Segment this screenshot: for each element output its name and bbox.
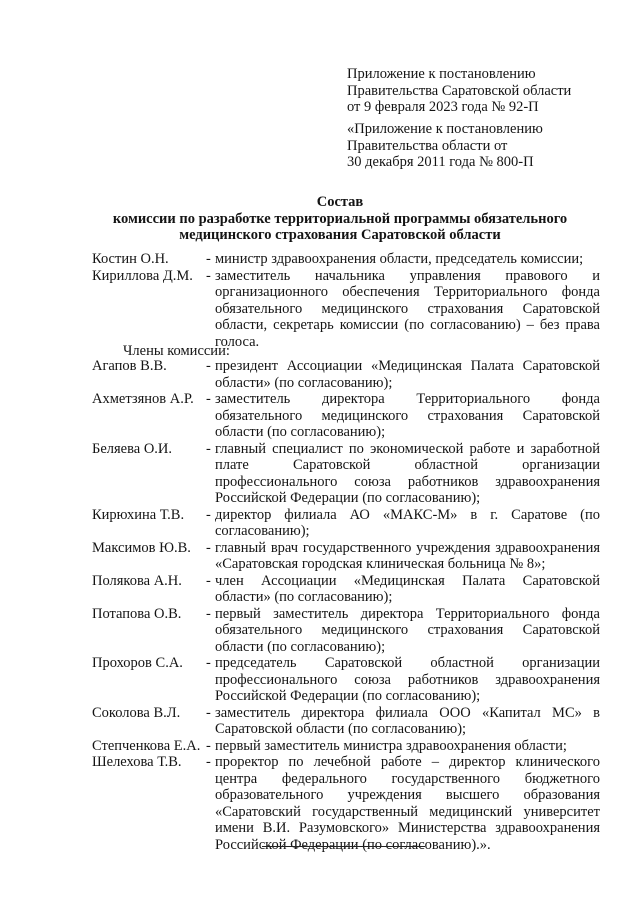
leadership-row: Костин О.Н. - министр здравоохранения области, председатель комиссии;: [92, 251, 600, 268]
title-line: Состав: [316, 194, 364, 210]
member-name: Степченкова Е.А.: [92, 737, 201, 754]
member-name: Беляева О.И.: [92, 440, 173, 457]
member-row: Соколова В.Л. - заместитель директора филиала ООО «Капитал МС» в Саратовской области (по согласованию);: [92, 704, 600, 737]
appendix-header-line: Приложение к постановлению: [347, 66, 536, 82]
member-role: главный специалист по экономической работе и заработной плате Саратовской областной организации профессионального союза работников здравоохранения Российской Федерации (по согласованию);: [215, 440, 600, 506]
member-name: Прохоров С.А.: [92, 655, 183, 671]
leadership-row: Кириллова Д.М. - заместитель начальника управления правового и организационного обеспечения Территориального фонда обязательного медицинского страхования Саратовской области, секретарь комиссии (по согласованию) – без права голоса.: [92, 267, 600, 350]
member-role: председатель Саратовской областной организации профессионального союза работников здравоохранения Российской Федерации (по согласованию);: [215, 655, 600, 704]
member-role: заместитель директора филиала ООО «Капитал МС» в Саратовской области (по согласованию);: [215, 704, 600, 737]
member-role: президент Ассоциации «Медицинская Палата Саратовской области» (по согласованию);: [215, 358, 600, 391]
member-name: Максимов Ю.В.: [92, 539, 191, 556]
member-row: Кирюхина Т.В. - директор филиала АО «МАКС-М» в г. Саратове (по согласованию);: [92, 506, 600, 539]
member-row: Шелехова Т.В. - проректор по лечебной работе – директор клинического центра федерального государственного бюджетного образовательного учреждения высшего образования «Саратовский государственный медицинский университет имени В.И. Разумовского» Министерства здравоохранения Российской Федерации (по согласованию).».: [92, 754, 600, 853]
member-row: Полякова А.Н. - член Ассоциации «Медицинская Палата Саратовской области» (по согласованию);: [92, 572, 600, 605]
member-row: Максимов Ю.В. - главный врач государственного учреждения здравоохранения «Саратовская городская клиническая больница № 8»;: [92, 539, 600, 572]
member-role: первый заместитель министра здравоохранения области;: [215, 737, 567, 754]
title-line: комиссии по разработке территориальной программы обязательного: [112, 210, 568, 227]
member-name: Полякова А.Н.: [92, 572, 182, 589]
footer-divider: [262, 846, 425, 847]
member-name: Ахметзянов А.Р.: [92, 391, 194, 407]
member-row: Прохоров С.А. - председатель Саратовской областной организации профессионального союза работников здравоохранения Российской Федерации (по согласованию);: [92, 655, 600, 704]
member-name: Костин О.Н.: [92, 251, 169, 267]
appendix-header: [347, 66, 617, 116]
title-line: медицинского страхования Саратовской области: [179, 227, 501, 243]
member-role: министр здравоохранения области, председатель комиссии;: [215, 251, 584, 267]
appendix-header-line: Правительства Саратовской области: [347, 82, 572, 99]
member-name: Кириллова Д.М.: [92, 267, 193, 284]
appendix-quoted-line: 30 декабря 2011 года № 800-П: [347, 154, 534, 170]
leadership-list: [92, 251, 600, 350]
member-row: Потапова О.В. - первый заместитель директора Территориального фонда обязательного медицинского страхования Саратовской области (по согласованию);: [92, 605, 600, 655]
member-role: первый заместитель директора Территориального фонда обязательного медицинского страхования Саратовской области (по согласованию);: [215, 605, 600, 655]
member-row: Степченкова Е.А. - первый заместитель министра здравоохранения области;: [92, 738, 600, 755]
member-name: Соколова В.Л.: [92, 704, 181, 721]
member-role: член Ассоциации «Медицинская Палата Саратовской области» (по согласованию);: [215, 572, 600, 605]
member-name: Агапов В.В.: [92, 358, 167, 374]
member-name: Шелехова Т.В.: [92, 754, 182, 770]
members-list: [92, 358, 600, 853]
member-role: заместитель начальника управления правового и организационного обеспечения Территориального фонда обязательного медицинского страхования Саратовской области, секретарь комиссии (по согласованию) – без права голоса.: [215, 267, 600, 350]
member-name: Кирюхина Т.В.: [92, 506, 185, 523]
appendix-quoted-line: Правительства области от: [347, 137, 508, 154]
appendix-header-line: от 9 февраля 2023 года № 92-П: [347, 99, 539, 115]
member-name: Потапова О.В.: [92, 605, 182, 622]
members-label: Члены комиссии:: [123, 343, 230, 359]
appendix-quoted: [347, 121, 617, 171]
member-role: проректор по лечебной работе – директор клинического центра федерального государственного бюджетного образовательного учреждения высшего образования «Саратовский государственный медицинский университет имени В.И. Разумовского» Министерства здравоохранения Российской Федерации (по согласованию).».: [215, 754, 600, 853]
document-title: [60, 194, 620, 244]
member-row: Беляева О.И. - главный специалист по экономической работе и заработной плате Саратовской областной организации профессионального союза работников здравоохранения Российской Федерации (по согласованию);: [92, 440, 600, 506]
appendix-quoted-line: «Приложение к постановлению: [347, 121, 543, 137]
member-row: Агапов В.В. - президент Ассоциации «Медицинская Палата Саратовской области» (по согласованию);: [92, 358, 600, 391]
member-role: заместитель директора Территориального фонда обязательного медицинского страхования Саратовской области (по согласованию);: [215, 391, 600, 440]
member-role: директор филиала АО «МАКС-М» в г. Саратове (по согласованию);: [215, 506, 600, 539]
member-role: главный врач государственного учреждения здравоохранения «Саратовская городская клиническая больница № 8»;: [215, 539, 600, 572]
member-row: Ахметзянов А.Р. - заместитель директора Территориального фонда обязательного медицинского страхования Саратовской области (по согласованию);: [92, 391, 600, 440]
